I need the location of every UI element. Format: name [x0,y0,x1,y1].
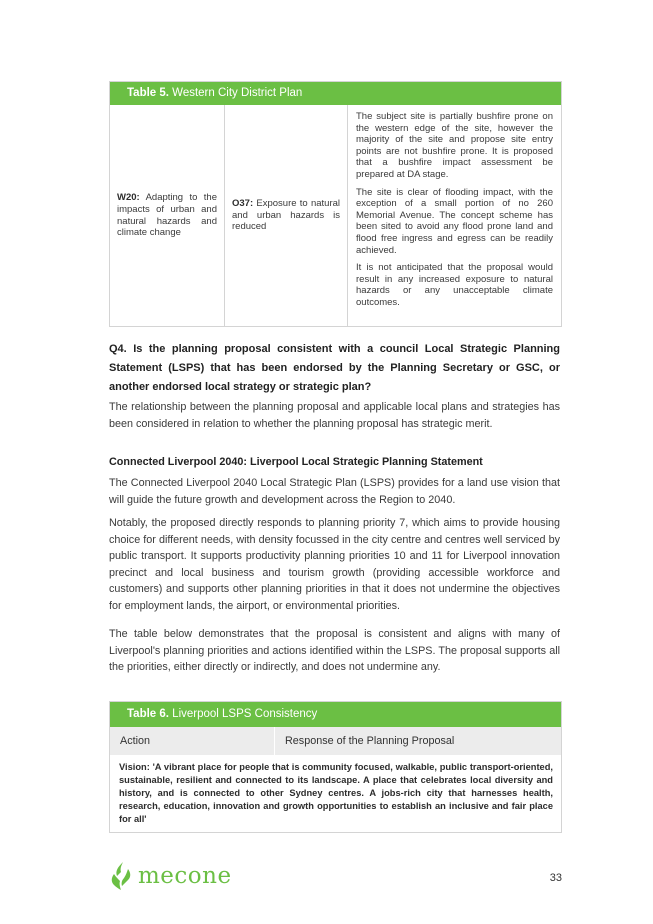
page-number: 33 [549,872,562,884]
table-header [110,702,561,727]
table-label: Table 5. [127,87,169,99]
section-subheading: Connected Liverpool 2040: Liverpool Local Strategic Planning Statement [109,456,483,468]
response-paragraph: It is not anticipated that the proposal would result in any increased exposure to natural hazards or any unacceptable climate outcomes. [356,262,553,308]
direction-text: Adapting to the impacts of urban and natural hazards and climate change [117,192,217,239]
question-heading: Q4. Is the planning proposal consistent with a council Local Strategic Planning Statement (LSPS) that has been endorsed by the Planning Secretary or GSC, or another endorsed local strategy or strategic plan? [109,343,560,393]
leaf-icon [110,861,132,891]
body-paragraph: The Connected Liverpool 2040 Local Strategic Plan (LSPS) provides for a land use vision that will guide the future growth and development across the Region to 2040. [109,477,560,506]
table-header [110,82,561,105]
vision-statement: Vision: 'A vibrant place for people that is community focused, walkable, public transport-oriented, sustainable, resilient and connected to its landscape. A place that celebrates local diversity and history, and is connected to other Sydney centres. A jobs-rich city that harnesses health, research, education, innovation and growth opportunities to establish an inclusive and fair place for all' [119,762,553,824]
logo-wordmark: mecone [138,863,232,889]
table-western-city-district-plan [109,81,562,327]
table-column-headers [110,727,561,755]
objective-text: Exposure to natural and urban hazards is reduced [232,198,341,233]
column-header-response: Response of the Planning Proposal [285,735,455,747]
table-cell-objective [225,105,348,326]
body-paragraph: Notably, the proposed directly responds to planning priority 7, which aims to provide housing choice for different needs, with density focussed in the city centre and centres well serviced by public transport. It supports productivity planning priorities 10 and 11 for Liverpool innovation precinct and local business and tourism growth (providing accessible workforce and customers) and supports other planning priorities in that it does not undermine the objectives for employment lands, the airport, or environmental priorities. [109,517,560,612]
table-row [110,105,561,326]
objective-code: O37: [232,198,254,210]
column-header-action: Action [110,727,275,755]
table-title: Western City District Plan [172,87,303,99]
table-cell-direction [110,105,225,326]
table-liverpool-lsps-consistency [109,701,562,833]
body-paragraph: The table below demonstrates that the proposal is consistent and aligns with many of Liverpool's planning priorities and actions identified within the LSPS. The proposal supports all the priorities, either directly or indirectly, and does not undermine any. [109,628,560,673]
direction-code: W20: [117,192,140,204]
body-paragraph: The relationship between the planning proposal and applicable local plans and strategies has been considered in relation to whether the planning proposal has strategic merit. [109,401,560,430]
response-paragraph: The site is clear of flooding impact, with the exception of a small portion of no 260 Memorial Avenue. The concept scheme has been sited to avoid any flood prone land and flood free ingress and egress can be readily achieved. [356,186,553,256]
mecone-logo [110,858,232,894]
table-cell-response [348,105,561,326]
response-paragraph: The subject site is partially bushfire prone on the western edge of the site, however the majority of the site and propose site entry points are not bushfire prone. It is proposed that a bushfire impact assessment be prepared at DA stage. [356,111,553,180]
table-title: Liverpool LSPS Consistency [172,708,318,720]
table-label: Table 6. [127,708,169,720]
